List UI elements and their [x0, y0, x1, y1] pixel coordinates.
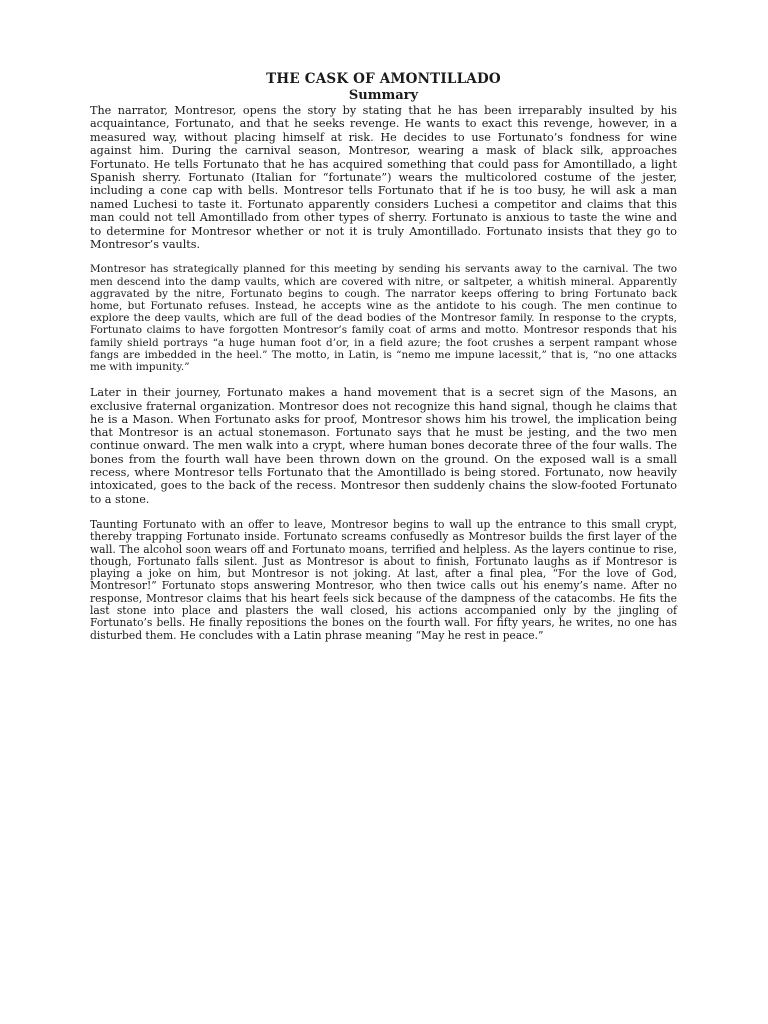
document-title: THE CASK OF AMONTILLADO [266, 71, 501, 87]
summary-paragraph-2: Montresor has strategically planned for this meeting by sending his servants away to the carnival. The two men descend into the damp vaults, which are covered with nitre, or saltpeter, a whitish mineral. Apparently aggravated by the nitre, Fortunato begins to cough. The narrator keeps offering to bring Fortunato back home, but Fortunato refuses. Instead, he accepts wine as the antidote to his cough. The men continue to explore the deep vaults, which are full of the dead bodies of the Montresor family. In response to the crypts, Fortunato claims to have forgotten Montresor’s family coat of arms and motto. Montresor responds that his family shield portrays “a huge human foot d’or, in a field azure; the foot crushes a serpent rampant whose fangs are imbedded in the heel.” The motto, in Latin, is “nemo me impune lacessit,” that is, “no one attacks me with impunity.” [90, 263, 677, 374]
summary-paragraph-1: The narrator, Montresor, opens the story by stating that he has been irreparably insulted by his acquaintance, Fortunato, and that he seeks revenge. He wants to exact this revenge, however, in a measured way, without placing himself at risk. He decides to use Fortunato’s fondness for wine against him. During the carnival season, Montresor, wearing a mask of black silk, approaches Fortunato. He tells Fortunato that he has acquired something that could pass for Amontillado, a light Spanish sherry. Fortunato (Italian for “fortunate”) wears the multicolored costume of the jester, including a cone cap with bells. Montresor tells Fortunato that if he is too busy, he will ask a man named Luchesi to taste it. Fortunato apparently considers Luchesi a competitor and claims that this man could not tell Amontillado from other types of sherry. Fortunato is anxious to taste the wine and to determine for Montresor whether or not it is truly Amontillado. Fortunato insists that they go to Montresor’s vaults. [90, 104, 677, 252]
summary-paragraph-4: Taunting Fortunato with an offer to leave, Montresor begins to wall up the entrance to this small crypt, thereby trapping Fortunato inside. Fortunato screams confusedly as Montresor builds the first layer of the wall. The alcohol soon wears off and Fortunato moans, terrified and helpless. As the layers continue to rise, though, Fortunato falls silent. Just as Montresor is about to finish, Fortunato laughs as if Montresor is playing a joke on him, but Montresor is not joking. At last, after a final plea, “For the love of God, Montresor!” Fortunato stops answering Montresor, who then twice calls out his enemy’s name. After no response, Montresor claims that his heart feels sick because of the dampness of the catacombs. He fits the last stone into place and plasters the wall closed, his actions accompanied only by the jingling of Fortunato’s bells. He finally repositions the bones on the fourth wall. For fifty years, he writes, no one has disturbed them. He concludes with a Latin phrase meaning “May he rest in peace.” [90, 517, 677, 642]
document-page [90, 72, 677, 642]
summary-paragraph-3: Later in their journey, Fortunato makes a hand movement that is a secret sign of the Masons, an exclusive fraternal organization. Montresor does not recognize this hand signal, though he claims that he is a Mason. When Fortunato asks for proof, Montresor shows him his trowel, the implication being that Montresor is an actual stonemason. Fortunato says that he must be jesting, and the two men continue onward. The men walk into a crypt, where human bones decorate three of the four walls. The bones from the fourth wall have been thrown down on the ground. On the exposed wall is a small recess, where Montresor tells Fortunato that the Amontillado is being stored. Fortunato, now heavily intoxicated, goes to the back of the recess. Montresor then suddenly chains the slow-footed Fortunato to a stone. [90, 386, 677, 506]
document-subtitle: Summary [348, 88, 419, 103]
